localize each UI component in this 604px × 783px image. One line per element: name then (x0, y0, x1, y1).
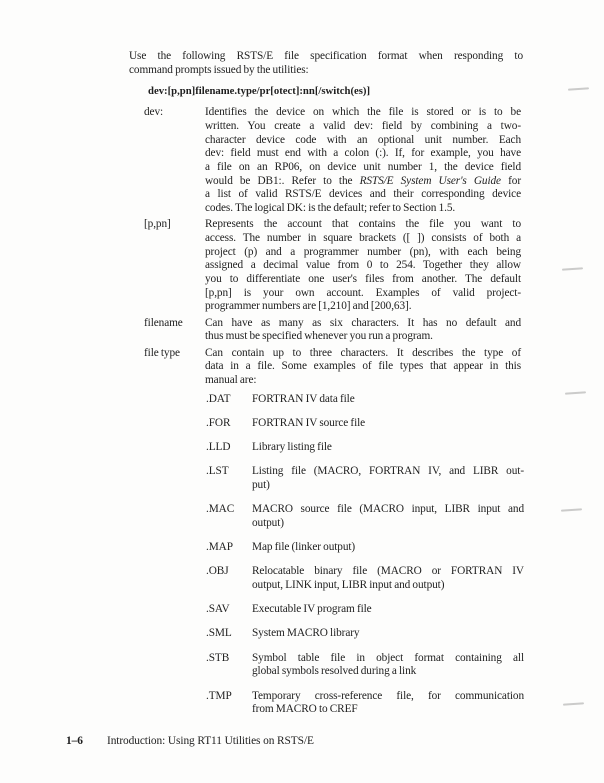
file-type-row (129, 465, 523, 492)
file-type-description (252, 441, 524, 455)
margin-dash-mark (568, 87, 589, 90)
definition-line: a list of valid RSTS/E devices and their corresponding device (205, 188, 521, 201)
definition-text (205, 106, 521, 216)
definition-text (205, 317, 521, 344)
file-type-ext: .TMP (206, 689, 232, 702)
file-type-row (129, 417, 523, 431)
file-type-row (129, 627, 523, 641)
definition-line: thus must be specified whenever you run a program. (205, 330, 433, 343)
file-type-row (129, 652, 523, 679)
definition-line: programmer numbers are [1,210] and [200,63]. (205, 300, 412, 313)
file-type-line: output) (252, 516, 284, 529)
definition-line: access. The number in square brackets ([ ]) consists of both a (205, 232, 521, 245)
definition-line: data in a file. Some examples of file types that appear in this (205, 360, 521, 373)
definition-line: assigned a decimal value from 0 to 254. Together they allow (205, 259, 521, 272)
file-type-ext: .MAP (206, 541, 233, 554)
file-type-line: Executable IV program file (252, 603, 372, 616)
text-segment: for (500, 174, 522, 187)
definition-row (129, 347, 523, 388)
page-number: 1–6 (66, 735, 83, 747)
italic-book-title: RSTS/E System User's Guide (359, 174, 501, 187)
definition-text (205, 347, 521, 388)
definition-row (129, 317, 523, 344)
file-type-line: put) (252, 479, 270, 492)
file-type-description (252, 627, 524, 641)
file-type-ext: .STB (206, 651, 230, 664)
file-type-ext: .LLD (206, 441, 231, 454)
file-type-description (252, 503, 524, 530)
definition-row (129, 218, 523, 314)
definition-term: dev: (144, 106, 164, 119)
file-type-ext: .DAT (206, 392, 231, 405)
file-type-line: Listing file (MACRO, FORTRAN IV, and LIBR out- (252, 465, 524, 478)
margin-dash-mark (562, 267, 583, 270)
file-type-row (129, 441, 523, 455)
file-type-line: MACRO source file (MACRO input, LIBR input and (252, 503, 524, 516)
definitions-list (129, 106, 523, 388)
definition-line: project (p) and a programmer number (pn), with each being (205, 245, 521, 258)
file-type-line: FORTRAN IV source file (252, 416, 366, 429)
file-type-line: from MACRO to CREF (252, 703, 358, 716)
file-type-line: FORTRAN IV data file (252, 392, 355, 405)
margin-dash-mark (563, 702, 584, 705)
definition-row (129, 106, 523, 216)
definition-line: Can contain up to three characters. It describes the type of (205, 346, 521, 359)
footer-title: Introduction: Using RT11 Utilities on RSTS/E (107, 735, 314, 747)
definition-line: written. You create a valid dev: field by combining a two- (205, 119, 521, 132)
file-type-row (129, 603, 523, 617)
file-type-ext: .SAV (206, 603, 230, 616)
file-type-row (129, 503, 523, 530)
file-type-ext: .OBJ (206, 565, 229, 578)
text-segment: would be DB1:. Refer to the (205, 174, 360, 187)
definition-line: [p,pn] is your own account. Examples of valid project- (205, 286, 521, 299)
file-type-description (252, 603, 524, 617)
definition-line: Can have as many as six characters. It has no default and (205, 316, 521, 329)
definition-term: filename (144, 316, 183, 329)
file-type-line: Library listing file (252, 441, 332, 454)
file-type-description (252, 565, 524, 592)
file-type-ext: .MAC (206, 503, 235, 516)
file-type-row (129, 541, 523, 555)
page-footer (66, 734, 314, 748)
definition-line (205, 175, 521, 189)
file-type-description (252, 652, 524, 679)
file-type-list (129, 393, 523, 717)
file-type-line: global symbols resolved during a link (252, 665, 417, 678)
definition-line: you to differentiate one user's files from another. The default (205, 273, 521, 286)
file-type-description (252, 541, 524, 555)
file-type-line: output, LINK input, LIBR input and output) (252, 579, 445, 592)
margin-dash-mark (561, 508, 582, 511)
definition-line: Identifies the device on which the file is stored or is to be (205, 106, 521, 119)
file-type-ext: .LST (206, 465, 229, 478)
definition-line: a file on an RP06, on device unit number 1, the device field (205, 161, 521, 173)
file-type-row (129, 565, 523, 592)
definition-line: Represents the account that contains the file you want to (205, 218, 521, 231)
definition-text (205, 218, 521, 314)
file-type-line: Relocatable binary file (MACRO or FORTRAN IV (252, 565, 524, 578)
file-type-row (129, 393, 523, 407)
file-type-row (129, 690, 523, 717)
file-spec-format-line: dev:[p,pn]filename.type/pr[otect]:nn[/switch(es)] (148, 84, 371, 97)
file-type-line: Map file (linker output) (252, 541, 356, 554)
file-type-description (252, 393, 524, 407)
file-type-description (252, 417, 524, 431)
file-type-description (252, 465, 524, 492)
file-type-line: Temporary cross-reference file, for communication (252, 689, 524, 702)
file-type-ext: .FOR (206, 416, 231, 429)
file-type-description (252, 690, 524, 717)
intro-line: Use the following RSTS/E file specification format when responding to (129, 50, 523, 62)
definition-line: character device code with an optional unit number. Each (205, 133, 521, 146)
margin-dash-mark (565, 391, 586, 394)
file-type-line: Symbol table file in object format containing all (252, 651, 524, 664)
page-content (129, 50, 523, 717)
definition-term: [p,pn] (144, 218, 171, 231)
definition-line: manual are: (205, 374, 257, 387)
file-type-ext: .SML (206, 627, 232, 640)
intro-line: command prompts issued by the utilities: (129, 63, 309, 76)
definition-term: file type (144, 346, 180, 359)
definition-line: dev: field must end with a colon (:). If, for example, you have (205, 147, 521, 160)
definition-line: codes. The logical DK: is the default; refer to Section 1.5. (205, 202, 456, 215)
file-type-line: System MACRO library (252, 627, 360, 640)
intro-paragraph (129, 50, 523, 77)
